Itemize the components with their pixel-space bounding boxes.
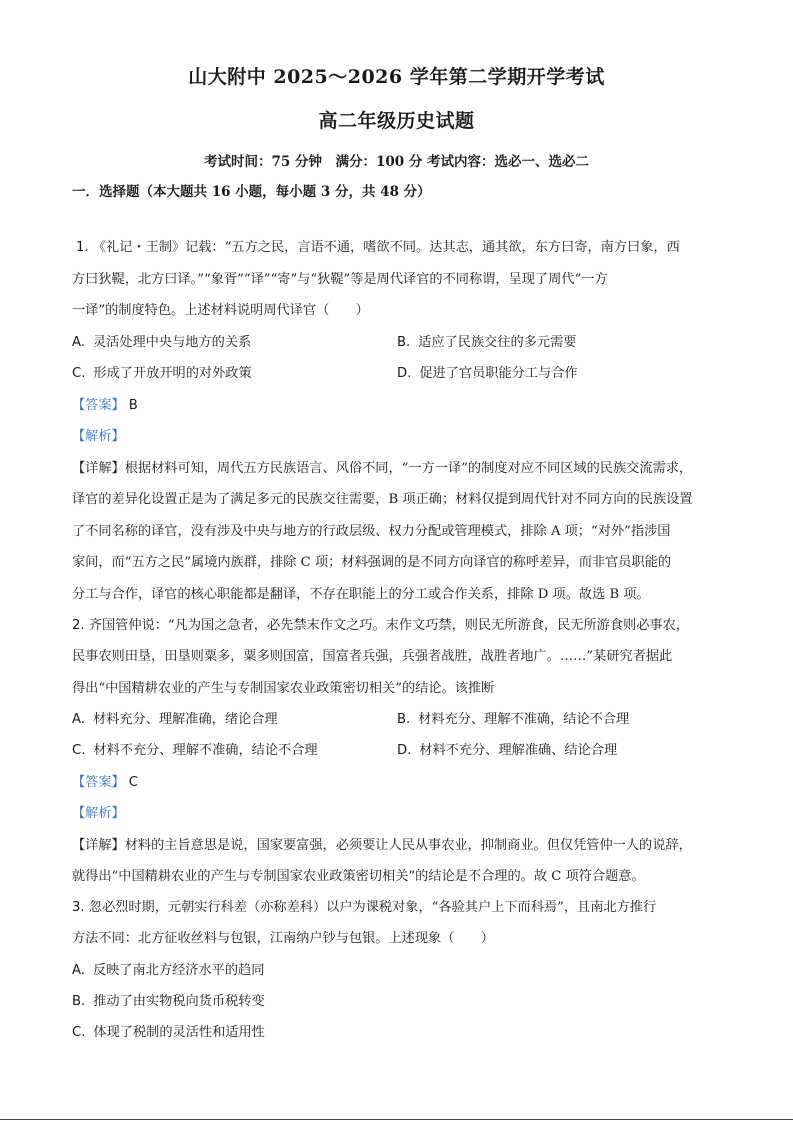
exam-meta: 考试时间：75 分钟 满分：100 分 考试内容：选必一、选必二 bbox=[203, 154, 590, 170]
q2-option-d: D. 材料不充分、理解准确、结论合理 bbox=[397, 743, 618, 758]
q2-analysis-label: 【解析】 bbox=[72, 806, 125, 821]
section-heading: 一．选择题（本大题共 16 小题，每小题 3 分，共 48 分） bbox=[72, 184, 431, 200]
q1-detail-line-3: 了不同名称的译官，没有涉及中央与地方的行政层级、权力分配或管理模式，排除 A 项；“对外”指涉国 bbox=[72, 524, 671, 539]
q1-stem-line-1: 1. 《礼记・王制》记载：“五方之民，言语不通，嗜欲不同。达其志，通其欲，东方曰寄，南方曰象，西 bbox=[76, 240, 680, 255]
exam-title: 山大附中 2025～2026 学年第二学期开学考试 bbox=[188, 66, 605, 88]
q1-detail-line-4: 家间，而“五方之民”属境内族群，排除 C 项；材料强调的是不同方向译官的称呼差异，而非官员职能的 bbox=[72, 555, 672, 570]
q2-detail-line-1: 【详解】材料的主旨意思是说，国家要富强，必须要让人民从事农业，抑制商业。但仅凭管仲一人的说辞， bbox=[72, 838, 692, 853]
q1-detail-line-1: 【详解】根据材料可知，周代五方民族语言、风俗不同，“一方一译”的制度对应不同区域的民族交流需求， bbox=[72, 461, 693, 476]
q3-stem-line-2: 方法不同：北方征收丝料与包银，江南纳户钞与包银。上述现象（ ） bbox=[72, 931, 494, 946]
q3-option-a: A. 反映了南北方经济水平的趋同 bbox=[72, 963, 265, 978]
q3-option-b: B. 推动了由实物税向货币税转变 bbox=[72, 994, 265, 1009]
q1-stem-line-2: 方曰狄鞮，北方曰译。”“象胥”“译”“寄”与“狄鞮”等是周代译官的不同称谓，呈现了周代“一方 bbox=[72, 272, 608, 287]
q1-number: 1. bbox=[76, 240, 89, 255]
q2-detail-line-2: 就得出“中国精耕农业的产生与专制国家农业政策密切相关”的结论是不合理的。故 C 项符合题意。 bbox=[72, 869, 645, 884]
q3-number: 3. bbox=[72, 900, 85, 915]
q1-answer: 【答案】 B bbox=[72, 398, 138, 413]
q2-option-c: C. 材料不充分、理解不准确，结论不合理 bbox=[72, 743, 318, 758]
q2-stem-line-2: 民事农则田垦，田垦则粟多，粟多则国富，国富者兵强，兵强者战胜，战胜者地广。……”某研究者据此 bbox=[72, 649, 673, 664]
q1-detail-line-2: 译官的差异化设置正是为了满足多元的民族交往需要，B 项正确；材料仅提到周代针对不同方向的民族设置 bbox=[72, 492, 693, 507]
q2-answer: 【答案】 C bbox=[72, 775, 138, 790]
q3-option-c: C. 体现了税制的灵活性和适用性 bbox=[72, 1025, 265, 1040]
q2-option-b: B. 材料充分、理解不准确，结论不合理 bbox=[397, 712, 630, 727]
q1-detail-line-5: 分工与合作，译官的核心职能都是翻译，不存在职能上的分工或合作关系，排除 D 项。故选 B 项。 bbox=[72, 587, 650, 602]
q1-option-a: A. 灵活处理中央与地方的关系 bbox=[72, 335, 252, 350]
q2-number: 2. bbox=[72, 618, 85, 633]
q2-stem-line-1: 2. 齐国管仲说：“凡为国之急者，必先禁末作文之巧。末作文巧禁，则民无所游食，民无所游食则必事农， bbox=[72, 618, 689, 633]
q1-option-d: D. 促进了官员职能分工与合作 bbox=[397, 366, 578, 381]
q3-stem-line-1: 3. 忽必烈时期，元朝实行科差（亦称差科）以户为课税对象，“各验其户上下而科焉”，且南北方推行 bbox=[72, 900, 657, 915]
q1-option-b: B. 适应了民族交往的多元需要 bbox=[397, 335, 577, 350]
q2-stem-line-3: 得出“中国精耕农业的产生与专制国家农业政策密切相关”的结论。该推断 bbox=[72, 681, 495, 696]
page-bottom-rule bbox=[0, 1119, 793, 1120]
q1-option-c: C. 形成了开放开明的对外政策 bbox=[72, 366, 252, 381]
exam-subtitle: 高二年级历史试题 bbox=[318, 110, 475, 132]
q1-stem-line-3: 一译”的制度特色。上述材料说明周代译官（ ） bbox=[72, 303, 369, 318]
q1-analysis-label: 【解析】 bbox=[72, 429, 125, 444]
q2-option-a: A. 材料充分、理解准确，绪论合理 bbox=[72, 712, 278, 727]
